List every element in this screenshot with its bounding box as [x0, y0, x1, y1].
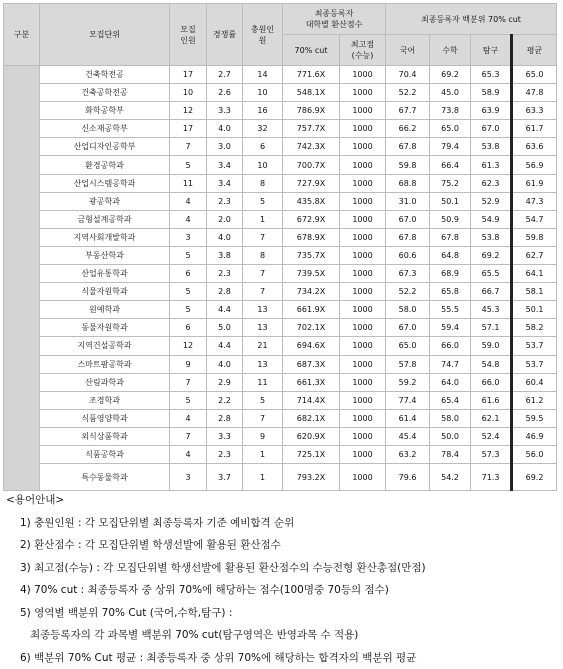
header-ratio: 경쟁률	[207, 4, 243, 66]
table-row	[4, 210, 557, 228]
cut70-score-cell: 734.2X	[283, 283, 340, 301]
notes-title: <용어안내>	[6, 489, 556, 512]
average-pct-cell: 61.2	[512, 391, 557, 409]
cut70-score-cell: 620.9X	[283, 427, 340, 445]
average-pct-cell: 59.5	[512, 409, 557, 427]
math-pct-cell: 69.2	[430, 66, 471, 84]
header-conversion-group: 최종등록자 대학별 환산점수	[283, 4, 386, 35]
unit-name-cell: 지역건설공학과	[40, 337, 170, 355]
unit-name-cell: 금형설계공학과	[40, 210, 170, 228]
table-row	[4, 319, 557, 337]
inquiry-pct-cell: 52.9	[471, 192, 512, 210]
max-score-cell: 1000	[340, 120, 386, 138]
filled-count-cell: 13	[243, 319, 283, 337]
table-row	[4, 192, 557, 210]
korean-pct-cell: 52.2	[386, 283, 430, 301]
competition-ratio-cell: 2.0	[207, 210, 243, 228]
competition-ratio-cell: 2.2	[207, 391, 243, 409]
korean-pct-cell: 77.4	[386, 391, 430, 409]
math-pct-cell: 68.9	[430, 265, 471, 283]
korean-pct-cell: 67.0	[386, 210, 430, 228]
table-row	[4, 283, 557, 301]
unit-name-cell: 신소재공학부	[40, 120, 170, 138]
average-pct-cell: 56.0	[512, 445, 557, 463]
max-score-cell: 1000	[340, 84, 386, 102]
unit-name-cell: 식물자원학과	[40, 283, 170, 301]
header-max: 최고점 (수능)	[340, 35, 386, 66]
competition-ratio-cell: 2.6	[207, 84, 243, 102]
note-4: 4) 70% cut : 최종등록자 중 상위 70%에 해당하는 점수(100명중 70등의 점수)	[6, 579, 556, 602]
korean-pct-cell: 79.6	[386, 464, 430, 491]
note-1: 1) 충원인원 : 각 모집단위별 최종등록자 기준 예비합격 순위	[6, 512, 556, 535]
korean-pct-cell: 63.2	[386, 445, 430, 463]
competition-ratio-cell: 2.8	[207, 283, 243, 301]
unit-name-cell: 스마트팜공학과	[40, 355, 170, 373]
filled-count-cell: 8	[243, 174, 283, 192]
average-pct-cell: 59.8	[512, 228, 557, 246]
inquiry-pct-cell: 58.9	[471, 84, 512, 102]
competition-ratio-cell: 3.4	[207, 174, 243, 192]
quota-cell: 12	[170, 102, 207, 120]
competition-ratio-cell: 5.0	[207, 319, 243, 337]
math-pct-cell: 59.4	[430, 319, 471, 337]
average-pct-cell: 53.7	[512, 337, 557, 355]
korean-pct-cell: 66.2	[386, 120, 430, 138]
math-pct-cell: 50.0	[430, 427, 471, 445]
header-inquiry: 탐구	[471, 35, 512, 66]
filled-count-cell: 21	[243, 337, 283, 355]
unit-name-cell: 식품영양학과	[40, 409, 170, 427]
note-2: 2) 환산점수 : 각 모집단위별 학생선발에 활용된 환산점수	[6, 534, 556, 557]
cut70-score-cell: 742.3X	[283, 138, 340, 156]
quota-cell: 7	[170, 427, 207, 445]
korean-pct-cell: 67.0	[386, 319, 430, 337]
competition-ratio-cell: 3.4	[207, 156, 243, 174]
quota-cell: 9	[170, 355, 207, 373]
korean-pct-cell: 52.2	[386, 84, 430, 102]
header-unit: 모집단위	[40, 4, 170, 66]
average-pct-cell: 64.1	[512, 265, 557, 283]
filled-count-cell: 10	[243, 84, 283, 102]
math-pct-cell: 78.4	[430, 445, 471, 463]
table-row	[4, 228, 557, 246]
average-pct-cell: 63.6	[512, 138, 557, 156]
max-score-cell: 1000	[340, 66, 386, 84]
cut70-score-cell: 678.9X	[283, 228, 340, 246]
korean-pct-cell: 45.4	[386, 427, 430, 445]
header-filled: 충원인 원	[243, 4, 283, 66]
inquiry-pct-cell: 65.5	[471, 265, 512, 283]
max-score-cell: 1000	[340, 156, 386, 174]
cut70-score-cell: 687.3X	[283, 355, 340, 373]
quota-cell: 5	[170, 301, 207, 319]
math-pct-cell: 54.2	[430, 464, 471, 491]
filled-count-cell: 5	[243, 391, 283, 409]
quota-cell: 3	[170, 228, 207, 246]
cut70-score-cell: 661.3X	[283, 373, 340, 391]
max-score-cell: 1000	[340, 174, 386, 192]
group-cell	[4, 66, 40, 491]
quota-cell: 5	[170, 246, 207, 264]
average-pct-cell: 61.9	[512, 174, 557, 192]
max-score-cell: 1000	[340, 138, 386, 156]
quota-cell: 6	[170, 319, 207, 337]
math-pct-cell: 74.7	[430, 355, 471, 373]
korean-pct-cell: 58.0	[386, 301, 430, 319]
average-pct-cell: 60.4	[512, 373, 557, 391]
unit-name-cell: 산림과학과	[40, 373, 170, 391]
average-pct-cell: 47.3	[512, 192, 557, 210]
table-row	[4, 409, 557, 427]
inquiry-pct-cell: 53.8	[471, 228, 512, 246]
cut70-score-cell: 739.5X	[283, 265, 340, 283]
unit-name-cell: 특수동물학과	[40, 464, 170, 491]
cut70-score-cell: 702.1X	[283, 319, 340, 337]
quota-cell: 5	[170, 156, 207, 174]
competition-ratio-cell: 3.3	[207, 427, 243, 445]
quota-cell: 4	[170, 210, 207, 228]
quota-cell: 5	[170, 283, 207, 301]
math-pct-cell: 66.0	[430, 337, 471, 355]
korean-pct-cell: 57.8	[386, 355, 430, 373]
filled-count-cell: 6	[243, 138, 283, 156]
quota-cell: 4	[170, 409, 207, 427]
math-pct-cell: 67.8	[430, 228, 471, 246]
unit-name-cell: 산업시스템공학과	[40, 174, 170, 192]
math-pct-cell: 65.4	[430, 391, 471, 409]
filled-count-cell: 7	[243, 283, 283, 301]
filled-count-cell: 1	[243, 464, 283, 491]
table-row	[4, 102, 557, 120]
filled-count-cell: 14	[243, 66, 283, 84]
table-row	[4, 427, 557, 445]
quota-cell: 10	[170, 84, 207, 102]
competition-ratio-cell: 4.0	[207, 228, 243, 246]
filled-count-cell: 11	[243, 373, 283, 391]
header-average: 평균	[512, 35, 557, 66]
table-row	[4, 156, 557, 174]
korean-pct-cell: 67.8	[386, 228, 430, 246]
inquiry-pct-cell: 71.3	[471, 464, 512, 491]
table-row	[4, 337, 557, 355]
max-score-cell: 1000	[340, 355, 386, 373]
terminology-notes	[6, 489, 556, 669]
header-group: 구분	[4, 4, 40, 66]
max-score-cell: 1000	[340, 337, 386, 355]
inquiry-pct-cell: 57.1	[471, 319, 512, 337]
cut70-score-cell: 735.7X	[283, 246, 340, 264]
quota-cell: 5	[170, 391, 207, 409]
average-pct-cell: 65.0	[512, 66, 557, 84]
unit-name-cell: 화학공학부	[40, 102, 170, 120]
max-score-cell: 1000	[340, 246, 386, 264]
math-pct-cell: 75.2	[430, 174, 471, 192]
max-score-cell: 1000	[340, 409, 386, 427]
unit-name-cell: 식품공학과	[40, 445, 170, 463]
filled-count-cell: 7	[243, 409, 283, 427]
competition-ratio-cell: 2.3	[207, 445, 243, 463]
math-pct-cell: 66.4	[430, 156, 471, 174]
inquiry-pct-cell: 54.8	[471, 355, 512, 373]
filled-count-cell: 5	[243, 192, 283, 210]
korean-pct-cell: 67.8	[386, 138, 430, 156]
average-pct-cell: 47.8	[512, 84, 557, 102]
average-pct-cell: 58.1	[512, 283, 557, 301]
inquiry-pct-cell: 63.9	[471, 102, 512, 120]
max-score-cell: 1000	[340, 319, 386, 337]
quota-cell: 7	[170, 138, 207, 156]
table-row	[4, 301, 557, 319]
unit-name-cell: 원예학과	[40, 301, 170, 319]
korean-pct-cell: 59.2	[386, 373, 430, 391]
korean-pct-cell: 67.7	[386, 102, 430, 120]
competition-ratio-cell: 4.4	[207, 337, 243, 355]
max-score-cell: 1000	[340, 464, 386, 491]
note-6: 6) 백분위 70% Cut 평균 : 최종등록자 중 상위 70%에 해당하는 합격자의 백분위 평균	[6, 647, 556, 669]
cut70-score-cell: 727.9X	[283, 174, 340, 192]
competition-ratio-cell: 3.3	[207, 102, 243, 120]
competition-ratio-cell: 2.3	[207, 265, 243, 283]
filled-count-cell: 32	[243, 120, 283, 138]
average-pct-cell: 56.9	[512, 156, 557, 174]
korean-pct-cell: 70.4	[386, 66, 430, 84]
cut70-score-cell: 548.1X	[283, 84, 340, 102]
inquiry-pct-cell: 62.3	[471, 174, 512, 192]
inquiry-pct-cell: 61.3	[471, 156, 512, 174]
table-row	[4, 391, 557, 409]
competition-ratio-cell: 2.8	[207, 409, 243, 427]
unit-name-cell: 외식상품학과	[40, 427, 170, 445]
quota-cell: 17	[170, 120, 207, 138]
table-row	[4, 445, 557, 463]
math-pct-cell: 73.8	[430, 102, 471, 120]
filled-count-cell: 7	[243, 228, 283, 246]
table-row	[4, 120, 557, 138]
math-pct-cell: 50.1	[430, 192, 471, 210]
average-pct-cell: 50.1	[512, 301, 557, 319]
unit-name-cell: 건축학전공	[40, 66, 170, 84]
competition-ratio-cell: 4.0	[207, 120, 243, 138]
table-row	[4, 355, 557, 373]
cut70-score-cell: 435.8X	[283, 192, 340, 210]
korean-pct-cell: 68.8	[386, 174, 430, 192]
inquiry-pct-cell: 57.3	[471, 445, 512, 463]
competition-ratio-cell: 2.7	[207, 66, 243, 84]
korean-pct-cell: 65.0	[386, 337, 430, 355]
korean-pct-cell: 67.3	[386, 265, 430, 283]
quota-cell: 3	[170, 464, 207, 491]
inquiry-pct-cell: 53.8	[471, 138, 512, 156]
competition-ratio-cell: 2.9	[207, 373, 243, 391]
average-pct-cell: 53.7	[512, 355, 557, 373]
table-row	[4, 174, 557, 192]
filled-count-cell: 10	[243, 156, 283, 174]
max-score-cell: 1000	[340, 265, 386, 283]
max-score-cell: 1000	[340, 228, 386, 246]
math-pct-cell: 64.8	[430, 246, 471, 264]
inquiry-pct-cell: 69.2	[471, 246, 512, 264]
max-score-cell: 1000	[340, 283, 386, 301]
quota-cell: 4	[170, 445, 207, 463]
competition-ratio-cell: 3.0	[207, 138, 243, 156]
table-row	[4, 138, 557, 156]
competition-ratio-cell: 4.0	[207, 355, 243, 373]
header-quota: 모집 인원	[170, 4, 207, 66]
average-pct-cell: 62.7	[512, 246, 557, 264]
max-score-cell: 1000	[340, 391, 386, 409]
cut70-score-cell: 661.9X	[283, 301, 340, 319]
cut70-score-cell: 682.1X	[283, 409, 340, 427]
filled-count-cell: 1	[243, 445, 283, 463]
average-pct-cell: 61.7	[512, 120, 557, 138]
quota-cell: 17	[170, 66, 207, 84]
inquiry-pct-cell: 45.3	[471, 301, 512, 319]
note-5b: 최종등록자의 각 과목별 백분위 70% cut(탐구영역은 반영과목 수 적용)	[6, 624, 556, 647]
unit-name-cell: 광공학과	[40, 192, 170, 210]
admission-results-table	[3, 3, 557, 491]
math-pct-cell: 65.0	[430, 120, 471, 138]
math-pct-cell: 65.8	[430, 283, 471, 301]
max-score-cell: 1000	[340, 192, 386, 210]
korean-pct-cell: 61.4	[386, 409, 430, 427]
table-row	[4, 464, 557, 491]
note-5a: 5) 영역별 백분위 70% Cut (국어,수학,탐구) :	[6, 602, 556, 625]
cut70-score-cell: 714.4X	[283, 391, 340, 409]
cut70-score-cell: 700.7X	[283, 156, 340, 174]
filled-count-cell: 13	[243, 355, 283, 373]
unit-name-cell: 산업유통학과	[40, 265, 170, 283]
filled-count-cell: 9	[243, 427, 283, 445]
inquiry-pct-cell: 52.4	[471, 427, 512, 445]
filled-count-cell: 8	[243, 246, 283, 264]
header-math: 수학	[430, 35, 471, 66]
cut70-score-cell: 771.6X	[283, 66, 340, 84]
max-score-cell: 1000	[340, 210, 386, 228]
math-pct-cell: 45.0	[430, 84, 471, 102]
inquiry-pct-cell: 62.1	[471, 409, 512, 427]
average-pct-cell: 63.3	[512, 102, 557, 120]
math-pct-cell: 58.0	[430, 409, 471, 427]
max-score-cell: 1000	[340, 445, 386, 463]
filled-count-cell: 7	[243, 265, 283, 283]
unit-name-cell: 조경학과	[40, 391, 170, 409]
math-pct-cell: 79.4	[430, 138, 471, 156]
cut70-score-cell: 725.1X	[283, 445, 340, 463]
cut70-score-cell: 757.7X	[283, 120, 340, 138]
competition-ratio-cell: 3.8	[207, 246, 243, 264]
quota-cell: 6	[170, 265, 207, 283]
unit-name-cell: 건축공학전공	[40, 84, 170, 102]
filled-count-cell: 1	[243, 210, 283, 228]
cut70-score-cell: 786.9X	[283, 102, 340, 120]
korean-pct-cell: 31.0	[386, 192, 430, 210]
inquiry-pct-cell: 59.0	[471, 337, 512, 355]
inquiry-pct-cell: 66.7	[471, 283, 512, 301]
max-score-cell: 1000	[340, 301, 386, 319]
math-pct-cell: 64.0	[430, 373, 471, 391]
average-pct-cell: 58.2	[512, 319, 557, 337]
quota-cell: 4	[170, 192, 207, 210]
quota-cell: 7	[170, 373, 207, 391]
header-korean: 국어	[386, 35, 430, 66]
average-pct-cell: 69.2	[512, 464, 557, 491]
quota-cell: 12	[170, 337, 207, 355]
cut70-score-cell: 793.2X	[283, 464, 340, 491]
inquiry-pct-cell: 67.0	[471, 120, 512, 138]
cut70-score-cell: 694.6X	[283, 337, 340, 355]
unit-name-cell: 부동산학과	[40, 246, 170, 264]
inquiry-pct-cell: 61.6	[471, 391, 512, 409]
korean-pct-cell: 59.8	[386, 156, 430, 174]
inquiry-pct-cell: 65.3	[471, 66, 512, 84]
competition-ratio-cell: 3.7	[207, 464, 243, 491]
table-body	[4, 66, 557, 491]
math-pct-cell: 55.5	[430, 301, 471, 319]
average-pct-cell: 46.9	[512, 427, 557, 445]
table-row	[4, 66, 557, 84]
inquiry-pct-cell: 54.9	[471, 210, 512, 228]
unit-name-cell: 환경공학과	[40, 156, 170, 174]
unit-name-cell: 산업디자인공학부	[40, 138, 170, 156]
unit-name-cell: 지역사회개발학과	[40, 228, 170, 246]
header-cut70: 70% cut	[283, 35, 340, 66]
table-row	[4, 373, 557, 391]
quota-cell: 11	[170, 174, 207, 192]
filled-count-cell: 16	[243, 102, 283, 120]
average-pct-cell: 54.7	[512, 210, 557, 228]
header-percentile-group: 최종등록자 백분위 70% cut	[386, 4, 557, 35]
note-3: 3) 최고점(수능) : 각 모집단위별 학생선발에 활용된 환산점수의 수능전형 환산총점(만점)	[6, 557, 556, 580]
competition-ratio-cell: 2.3	[207, 192, 243, 210]
max-score-cell: 1000	[340, 427, 386, 445]
cut70-score-cell: 672.9X	[283, 210, 340, 228]
korean-pct-cell: 60.6	[386, 246, 430, 264]
table-row	[4, 84, 557, 102]
math-pct-cell: 50.9	[430, 210, 471, 228]
inquiry-pct-cell: 66.0	[471, 373, 512, 391]
max-score-cell: 1000	[340, 373, 386, 391]
table-row	[4, 246, 557, 264]
max-score-cell: 1000	[340, 102, 386, 120]
filled-count-cell: 13	[243, 301, 283, 319]
competition-ratio-cell: 4.4	[207, 301, 243, 319]
unit-name-cell: 동물자원학과	[40, 319, 170, 337]
table-row	[4, 265, 557, 283]
